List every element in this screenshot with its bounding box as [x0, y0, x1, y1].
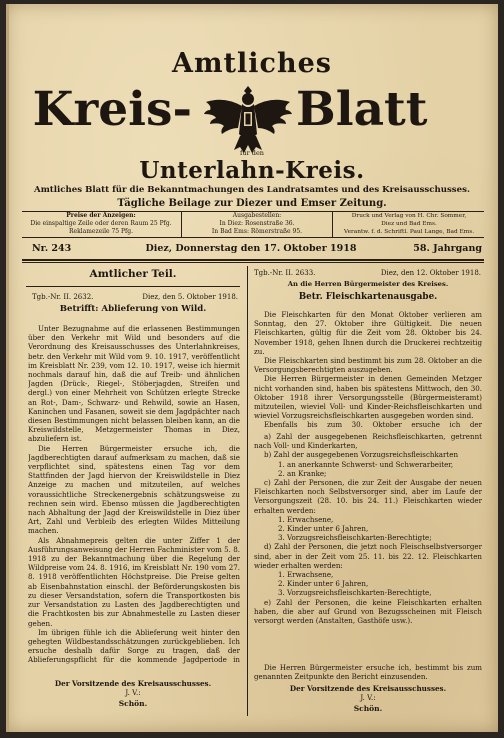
masthead-subtitle: Amtliches Blatt für die Bekanntmachungen des Landratsamtes und des Kreisausschusses.: [34, 185, 470, 195]
left-body: [28, 324, 240, 664]
list-item: a) Zahl der ausgegebenen Reichsfleischkarten, getrennt nach Voll- und Kinderkarten,: [254, 432, 482, 451]
right-paragraph: Die Fleischkarten für den Monat Oktober verlieren am Sonntag, den 27. Oktober ihre Gültigkeit. Die neuen Fleischkarten, gültig für die Zeit vom 28. Oktober bis 24. November 1918, gehen Ihnen durch die Druckerei rechtzeitig zu.: [254, 310, 482, 356]
distribution-ems: In Bad Ems: Römerstraße 95.: [211, 228, 303, 235]
issue-volume: 58. Jahrgang: [413, 243, 482, 254]
left-paragraph: Als Abnahmepreis gelten die unter Ziffer 1 der Ausführungsanweisung der Herren Fachminister vom 5. 8. 1918 zu der Bekanntmachung über die Regelung der Wildpreise vom 24. 8. 1916, im Kreisblatt Nr. 190 vom 27. 8. 1918 veröffentlichten Höchstpreise. Die Preise gelten ab Eisenbahnstation einschl. der Beförderungskosten bis zu dieser Versandstation, sofern die Transportkosten bis zur Versandstation zu Lasten des Jagdberechtigten und die Frachtkosten bis zur Abnahmestelle zu Lasten dieser gehen.: [28, 535, 240, 628]
right-reference-number: Tgb.-Nr. II. 2633.: [254, 269, 316, 277]
ad-prices-box: [22, 212, 180, 236]
list-item: 2. Kinder unter 6 Jahren,: [278, 579, 369, 589]
ad-prices-line: Die einspaltige Zeile oder deren Raum 25 Pfg.: [30, 220, 172, 227]
left-heading: Betrifft: Ablieferung von Wild.: [59, 304, 207, 314]
right-closing-text: Die Herren Bürgermeister ersuche ich, bestimmt bis zum genannten Zeitpunkte den Bericht einzusenden.: [254, 663, 482, 682]
list-item: d) Zahl der Personen, die jetzt noch Fleischselbstversorger sind, aber in der Zeit vom 25. 11. bis 22. 12. Fleischkarten wieder erhalten werden:: [254, 542, 482, 570]
masthead-supplement: Tägliche Beilage zur Diezer und Emser Zeitung.: [117, 198, 387, 209]
left-signature-org: Der Vorsitzende des Kreisausschusses.: [54, 679, 212, 688]
masthead-title-blatt: Blatt: [296, 82, 428, 137]
list-item: 2. an Kranke;: [278, 468, 327, 478]
right-closing: [254, 663, 482, 681]
right-paragraph: Die Herren Bürgermeister in denen Gemeinden Metzger nicht vorhanden sind, haben bis spätestens Mittwoch, den 30. Oktober 1918 ihrer Versorgungsstelle (Bürgermeisteramt) mitzuteilen, wieviel Voll- und Kinder-Reichsfleischkarten und wieviel Vorzugsreichsfleischkarten ausgegeben worden sind.: [254, 374, 482, 421]
right-signature-ia: J. V.:: [360, 694, 376, 702]
right-body: [254, 310, 482, 430]
list-item: 3. Vorzugsreichsfleischkarten-Berechtigte,: [278, 588, 432, 598]
right-paragraph: Ebenfalls bis zum 30. Oktober ersuche ich der: [264, 420, 482, 430]
issue-dateline: Diez, Donnerstag den 17. Oktober 1918: [145, 243, 357, 254]
list-item: 1. an anerkannte Schwerst- und Schwerarbeiter,: [278, 459, 454, 469]
left-date: Diez, den 5. Oktober 1918.: [142, 293, 238, 301]
left-reference-number: Tgb.-Nr. II. 2632.: [32, 293, 94, 301]
right-signature-name: Schön.: [353, 704, 383, 713]
right-signature-org: Der Vorsitzende des Kreisausschusses.: [289, 684, 447, 693]
issue-number: Nr. 243: [32, 243, 72, 254]
section-title-amtlicher-teil: Amtlicher Teil.: [89, 268, 177, 280]
left-paragraph: Im übrigen fühle ich die Ablieferung weit hinter den gehegten Wildbestandsschätzungen zurückgeblieben. Ich ersuche deshalb dafür Sorge zu tragen, daß der Ablieferungspflicht für die kommende Jagdperiode in: [28, 627, 240, 664]
publisher-line: Druck und Verlag von H. Chr. Sommer,: [351, 213, 467, 219]
ad-prices-reklame: Reklamezeile 75 Pfg.: [69, 228, 133, 235]
masthead-fuer-den: für den: [240, 149, 264, 157]
list-item: 1. Erwachsene,: [278, 514, 334, 524]
list-item: 2. Kinder unter 6 Jahren,: [278, 524, 369, 534]
distribution-heading: Ausgabestellen:: [232, 212, 282, 219]
prussian-eagle-emblem-icon: [202, 82, 294, 156]
newspaper-page: [6, 4, 498, 732]
masthead-title-kreis: Kreis-: [32, 82, 192, 137]
fold-edge: [6, 4, 9, 732]
publisher-box: [333, 212, 485, 236]
right-paragraph: Die Fleischkarten sind bestimmt bis zum 28. Oktober an die Versorgungsberechtigten auszugeben.: [254, 356, 482, 375]
list-item: e) Zahl der Personen, die keine Fleischkarten erhalten haben, die aber auf Grund von Bezugsscheinen mit Fleisch versorgt werden (Anstalten, Gasthöfe usw.).: [254, 597, 482, 626]
editor-line: Verantw. f. d. Schriftl. Paul Lange, Bad Ems.: [343, 229, 475, 235]
publisher-location: Diez und Bad Ems.: [381, 221, 437, 227]
masthead-region: Unterlahn-Kreis.: [139, 157, 365, 184]
masthead-title-amtliches: Amtliches: [172, 48, 332, 79]
right-date: Diez, den 12. Oktober 1918.: [380, 269, 481, 277]
right-report-list: [254, 432, 482, 662]
right-heading: Betr. Fleischkartenausgabe.: [298, 292, 438, 302]
distribution-diez: In Diez: Rosenstraße 36.: [219, 220, 295, 227]
left-paragraph: Die Herren Bürgermeister ersuche ich, die Jagdberechtigten darauf aufmerksam zu machen, daß sie verpflichtet sind, spätestens einen Tag vor dem Stattfinden der Jagd hiervon der Kreiswildstelle in Diez Anzeige zu machen und mitzuteilen, auf welches voraussichtliche Streckenergebnis schätzungsweise zu rechnen sein wird. Ebenso müssen die Jagdberechtigten nach Abhaltung der Jagd der Kreiswildstelle in Diez über Art, Zahl und Verbleib des erlegten Wildes Mitteilung machen.: [28, 443, 240, 536]
list-item: 1. Erwachsene,: [278, 570, 334, 580]
ad-prices-heading: Preise der Anzeigen:: [66, 212, 136, 219]
list-item: 3. Vorzugsreichsfleischkarten-Berechtigte;: [278, 533, 432, 543]
list-item: c) Zahl der Personen, die zur Zeit der Ausgabe der neuen Fleischkarten noch Selbstversorger sind, aber im Laufe der Versorgungszeit (28. 10. bis 24. 11.) Fleischkarten wieder erhalten werden:: [254, 478, 482, 515]
distribution-points-box: [182, 212, 332, 236]
list-item: b) Zahl der ausgegebenen Vorzugsreichsfleischkarten: [264, 450, 459, 460]
right-addressee: An die Herren Bürgermeister des Kreises.: [287, 280, 449, 288]
left-signature-name: Schön.: [118, 699, 148, 708]
left-signature-ia: J. V.:: [125, 689, 141, 697]
left-paragraph: Unter Bezugnahme auf die erlassenen Bestimmungen über den Verkehr mit Wild und besonders auf die Verordnung des Kreisausschusses des Unterlahnkreises, betr. den Verkehr mit Wild vom 9. 10. 1917, veröffentlicht im Kreisblatt Nr. 239, vom 12. 10. 1917, weise ich hiermit nochmals darauf hin, daß die auf Treib- und ähnlichen Jagden (Drück-, Riegel-, Stöberjagden, Streifen und dergl.) von einer Mehrheit von Schützen erlegte Strecke an Rot-, Dam-, Schwarz- und Rehwild, sowie an Hasen, Kaninchen und Fasanen, soweit sie dem Jagdpächter nach diesen Bestimmungen nicht belassen bleiben kann, an die Kreiswildstelle, Metzgermeister Thomas in Diez, abzuliefern ist.: [28, 324, 240, 444]
